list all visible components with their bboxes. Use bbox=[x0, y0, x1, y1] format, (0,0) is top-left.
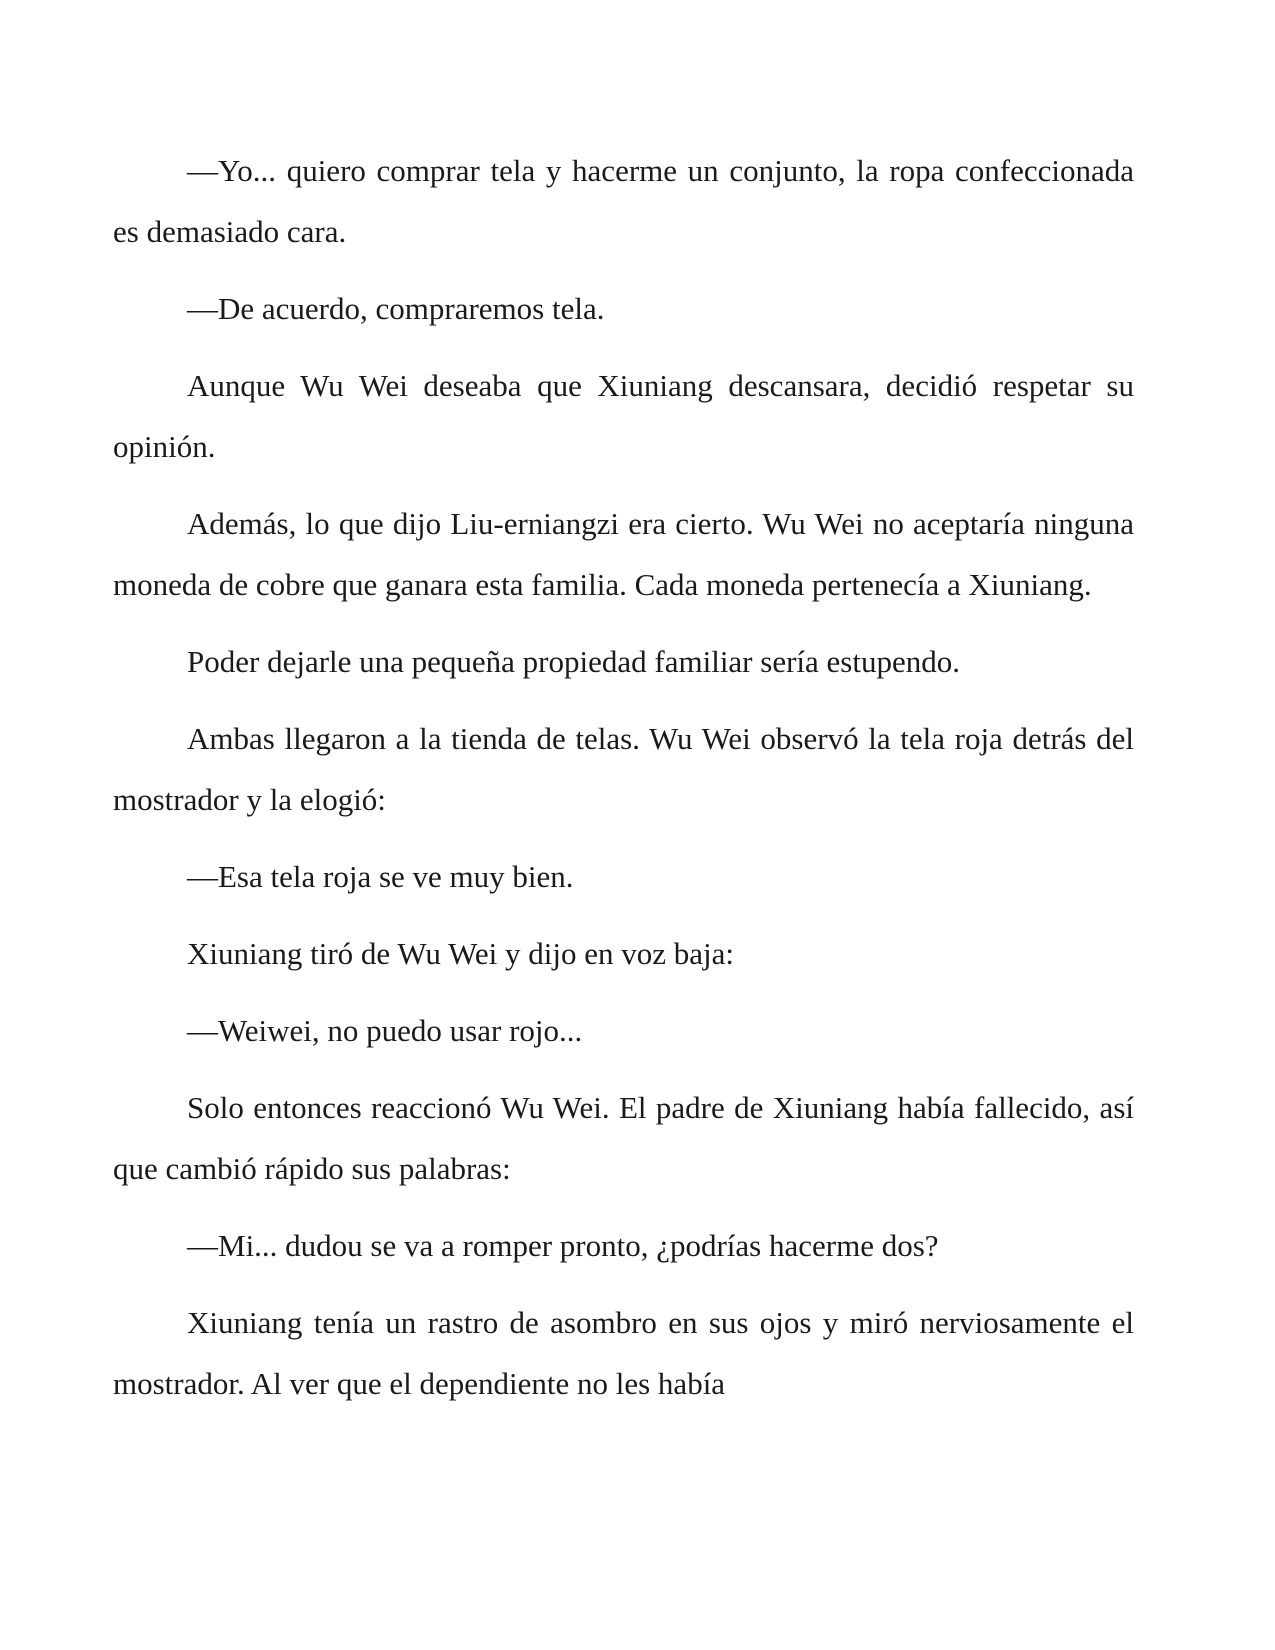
paragraph: Solo entonces reaccionó Wu Wei. El padre de Xiuniang había fallecido, así que cambió rápido sus palabras: bbox=[113, 1090, 1134, 1186]
paragraph: Ambas llegaron a la tienda de telas. Wu Wei observó la tela roja detrás del mostrador y la elogió: bbox=[113, 721, 1134, 817]
paragraph: Xiuniang tiró de Wu Wei y dijo en voz baja: bbox=[187, 936, 734, 971]
paragraph: Poder dejarle una pequeña propiedad familiar sería estupendo. bbox=[187, 644, 960, 679]
paragraph: Además, lo que dijo Liu-erniangzi era cierto. Wu Wei no aceptaría ninguna moneda de cobre que ganara esta familia. Cada moneda pertenecía a Xiuniang. bbox=[113, 506, 1134, 602]
paragraph: —Mi... dudou se va a romper pronto, ¿podrías hacerme dos? bbox=[187, 1228, 939, 1263]
paragraph: —De acuerdo, compraremos tela. bbox=[187, 291, 605, 326]
paragraph: —Yo... quiero comprar tela y hacerme un conjunto, la ropa confeccionada es demasiado cara. bbox=[113, 153, 1134, 249]
body-text bbox=[113, 140, 1134, 1430]
paragraph: Xiuniang tenía un rastro de asombro en sus ojos y miró nerviosamente el mostrador. Al ver que el dependiente no les había bbox=[113, 1305, 1134, 1401]
paragraph: Aunque Wu Wei deseaba que Xiuniang descansara, decidió respetar su opinión. bbox=[113, 368, 1134, 464]
paragraph: —Esa tela roja se ve muy bien. bbox=[187, 859, 574, 894]
paragraph: —Weiwei, no puedo usar rojo... bbox=[187, 1013, 583, 1048]
